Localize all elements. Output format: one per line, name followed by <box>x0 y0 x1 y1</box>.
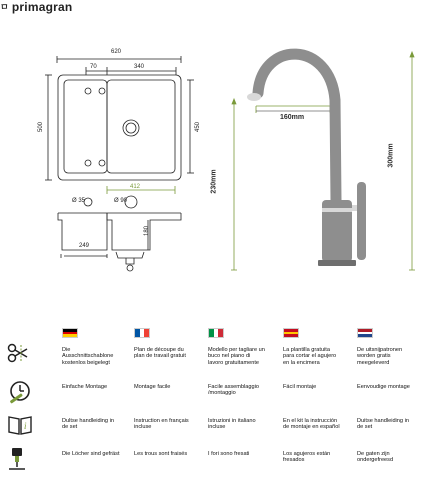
hole-small-prefix: Ø <box>72 198 77 204</box>
feature-text-nl: De uitsnijpatronen worden gratis meegeleverd <box>357 347 403 366</box>
feature-text-fr: Instruction en français incluse <box>134 418 189 431</box>
dim-offset-left: 70 <box>90 64 97 70</box>
dim-bowl-width: 340 <box>134 64 145 70</box>
faucet-total-height-label: 300mm <box>387 143 395 168</box>
hole-large-value: 90 <box>120 198 128 204</box>
faucet-illustration <box>247 54 366 266</box>
feature-text-es: Los agujeros están fresados <box>283 451 331 464</box>
faucet-reach-label: 160mm <box>280 114 305 121</box>
flag-stripe <box>63 334 77 337</box>
flag-stripe <box>218 329 223 337</box>
feature-text-es: En el kit la instrucción de montaje en español <box>283 418 340 431</box>
feature-text-fr: Montage facile <box>134 384 171 390</box>
flag-es-icon <box>283 328 299 338</box>
feature-text-it: Istruzioni in italiano incluse <box>208 418 256 431</box>
dim-section-width: 249 <box>79 243 90 249</box>
faucet-spout-height-label: 230mm <box>210 169 218 194</box>
sink-section-view <box>58 213 181 271</box>
feature-text-de: Die Löcher sind gefräst <box>62 451 120 457</box>
sink-top-view <box>45 56 194 208</box>
hole-large-prefix: Ø <box>114 198 119 204</box>
dim-section-depth: 180 <box>144 225 151 237</box>
feature-text-fr: Les trous sont fraisés <box>134 451 188 457</box>
dim-bowl-inner: 412 <box>130 184 141 190</box>
flag-stripe <box>358 334 372 337</box>
svg-text:i: i <box>24 421 27 431</box>
hole-large-label <box>114 198 127 204</box>
feature-text-nl: Duitse handleiding in de set <box>357 418 409 431</box>
flag-nl-icon <box>357 328 373 338</box>
brand-mark-icon: ㅁ <box>0 2 9 12</box>
dim-width: 620 <box>111 49 122 55</box>
flag-it-icon <box>208 328 224 338</box>
feature-text-nl: De gaten zijn ondergefreesd <box>357 451 394 464</box>
flag-de-icon <box>62 328 78 338</box>
hole-small-label <box>72 198 85 204</box>
dim-depth: 500 <box>38 121 45 133</box>
feature-text-it: Modello per tagliare un buco nel piano di lavoro gratuitamente <box>208 347 265 366</box>
feature-text-de: Dultse handleiding in de set <box>62 418 114 431</box>
feature-text-es: Fácil montaje <box>283 384 317 390</box>
feature-text-de: Die Ausschnittschablone kostenlos beigelegt <box>62 347 114 366</box>
feature-text-nl: Eenvoudige montage <box>357 384 410 390</box>
feature-text-es: La plantilla gratuita para cortar el agujero en la encimera <box>283 347 337 366</box>
green-dimension-line <box>107 186 175 194</box>
feature-text-de: Einfache Montage <box>62 384 108 390</box>
feature-text-it: Facile assemblaggio /montaggio <box>208 384 259 397</box>
brand-name: primagran <box>11 0 73 14</box>
flag-stripe <box>144 329 149 337</box>
dim-inner-depth: 450 <box>195 121 202 133</box>
flag-stripe <box>284 334 298 337</box>
feature-text-it: I fori sono fresati <box>208 451 250 457</box>
feature-text-fr: Plan de découpe du plan de travail gratuit <box>134 347 186 360</box>
hole-small-value: 35 <box>78 198 86 204</box>
flag-fr-icon <box>134 328 150 338</box>
